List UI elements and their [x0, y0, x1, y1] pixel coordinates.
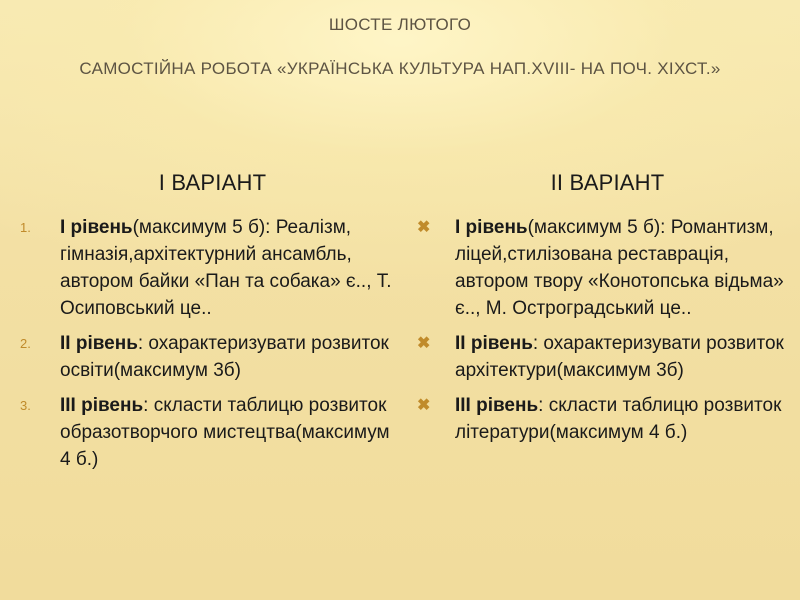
list-number: 2. [20, 336, 31, 351]
variant-2-heading: II ВАРІАНТ [550, 170, 665, 195]
list-item [415, 214, 790, 322]
list-item [415, 330, 790, 384]
variant-1-column [20, 170, 395, 481]
variant-2-list [415, 214, 790, 446]
list-number: 3. [20, 398, 31, 413]
variant-1-list [20, 214, 395, 473]
level-label: ІІ рівень [60, 333, 138, 354]
task-text: : скласти таблицю розвиток літератури(максимум 4 б.) [455, 395, 782, 443]
x-bullet-icon: ✖ [417, 397, 431, 414]
variant-2-column [415, 170, 790, 454]
x-bullet-icon: ✖ [417, 335, 431, 352]
level-label: ІІІ рівень [455, 395, 539, 416]
task-text: : охарактеризувати розвиток освіти(максимум 3б) [60, 333, 389, 381]
task-text: (максимум 5 б): Романтизм, ліцей,стилізована реставрація, автором твору «Конотопська відьма» є.., М. Остроградський це.. [455, 217, 784, 319]
list-item [20, 392, 395, 473]
level-label: ІІІ рівень [60, 395, 144, 416]
title-date: ШОСТЕ ЛЮТОГО [328, 15, 472, 34]
list-item [20, 214, 395, 322]
list-item [20, 330, 395, 384]
level-label: І рівень [455, 217, 528, 238]
level-label: І рівень [60, 217, 133, 238]
x-bullet-icon: ✖ [417, 219, 431, 236]
task-text: : скласти таблицю розвиток образотворчого мистецтва(максимум 4 б.) [60, 395, 390, 470]
level-label: ІІ рівень [455, 333, 533, 354]
task-text: : охарактеризувати розвиток архітектури(максимум 3б) [455, 333, 784, 381]
task-text: (максимум 5 б): Реалізм, гімназія,архітектурний ансамбль, автором байки «Пан та собака» є.., Т. Осиповський це.. [60, 217, 392, 319]
title-subject: САМОСТІЙНА РОБОТА «УКРАЇНСЬКА КУЛЬТУРА НАП.XVIII- НА ПОЧ. ХІХСТ.» [79, 59, 721, 79]
list-number: 1. [20, 220, 31, 235]
variant-1-heading: I ВАРІАНТ [158, 170, 267, 195]
list-item [415, 392, 790, 446]
slide-title [40, 14, 760, 80]
